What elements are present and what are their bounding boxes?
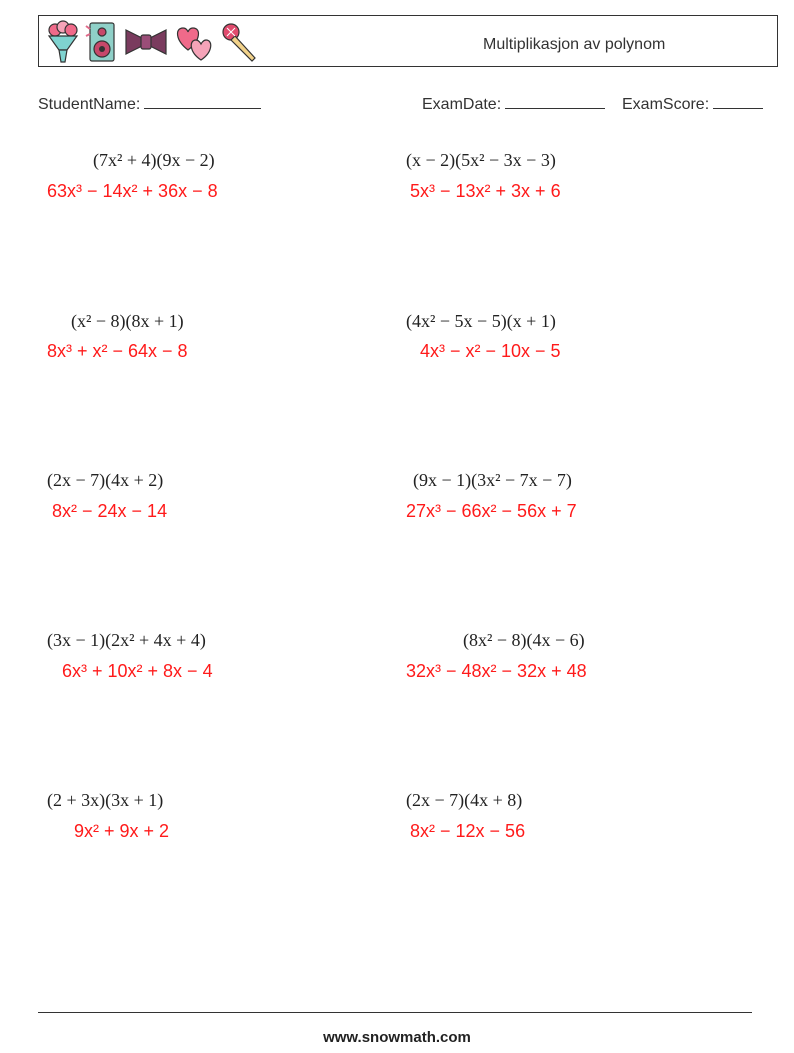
student-name-blank[interactable]	[144, 94, 261, 109]
bow-tie-icon	[123, 20, 169, 64]
hearts-icon	[173, 20, 215, 64]
problem-answer: 27x³ − 66x² − 56x + 7	[406, 501, 577, 521]
problem-question: (9x − 1)(3x² − 7x − 7)	[413, 470, 572, 490]
problem-question: (3x − 1)(2x² + 4x + 4)	[47, 630, 206, 650]
problem-answer: 8x² − 24x − 14	[52, 501, 168, 521]
problem-question: (4x² − 5x − 5)(x + 1)	[406, 311, 556, 331]
problem-answer: 9x² + 9x + 2	[74, 821, 170, 841]
problem-question: (2 + 3x)(3x + 1)	[47, 790, 164, 810]
header-icons	[45, 20, 261, 64]
exam-score-blank[interactable]	[713, 94, 763, 109]
problem-question: (2x − 7)(4x + 2)	[47, 470, 164, 490]
problem-answer: 8x² − 12x − 56	[410, 821, 526, 841]
exam-date-label: ExamDate:	[422, 96, 502, 113]
student-name-field	[38, 94, 261, 114]
footer-divider	[38, 1012, 752, 1013]
worksheet-header	[38, 15, 778, 67]
problem-answer: 4x³ − x² − 10x − 5	[420, 341, 561, 361]
microphone-icon	[219, 20, 261, 64]
problem-answer: 6x³ + 10x² + 8x − 4	[62, 661, 213, 681]
problem-question: (x − 2)(5x² − 3x − 3)	[406, 150, 556, 170]
footer-website: www.snowmath.com	[323, 1029, 471, 1046]
exam-date-blank[interactable]	[505, 94, 605, 109]
exam-date-field	[422, 94, 605, 114]
problem-answer: 8x³ + x² − 64x − 8	[47, 341, 188, 361]
student-name-label: StudentName:	[38, 96, 141, 113]
problem-question: (8x² − 8)(4x − 6)	[463, 630, 585, 650]
problem-question: (2x − 7)(4x + 8)	[406, 790, 523, 810]
problem-question: (x² − 8)(8x + 1)	[71, 311, 184, 331]
problem-answer: 5x³ − 13x² + 3x + 6	[410, 181, 561, 201]
problem-answer: 63x³ − 14x² + 36x − 8	[47, 181, 218, 201]
problem-question: (7x² + 4)(9x − 2)	[93, 150, 215, 170]
exam-score-label: ExamScore:	[622, 96, 710, 113]
worksheet-title: Multiplikasjon av polynom	[483, 36, 666, 53]
speaker-icon	[85, 20, 119, 64]
problem-answer: 32x³ − 48x² − 32x + 48	[406, 661, 587, 681]
bouquet-icon	[45, 20, 81, 64]
exam-score-field	[622, 94, 763, 114]
